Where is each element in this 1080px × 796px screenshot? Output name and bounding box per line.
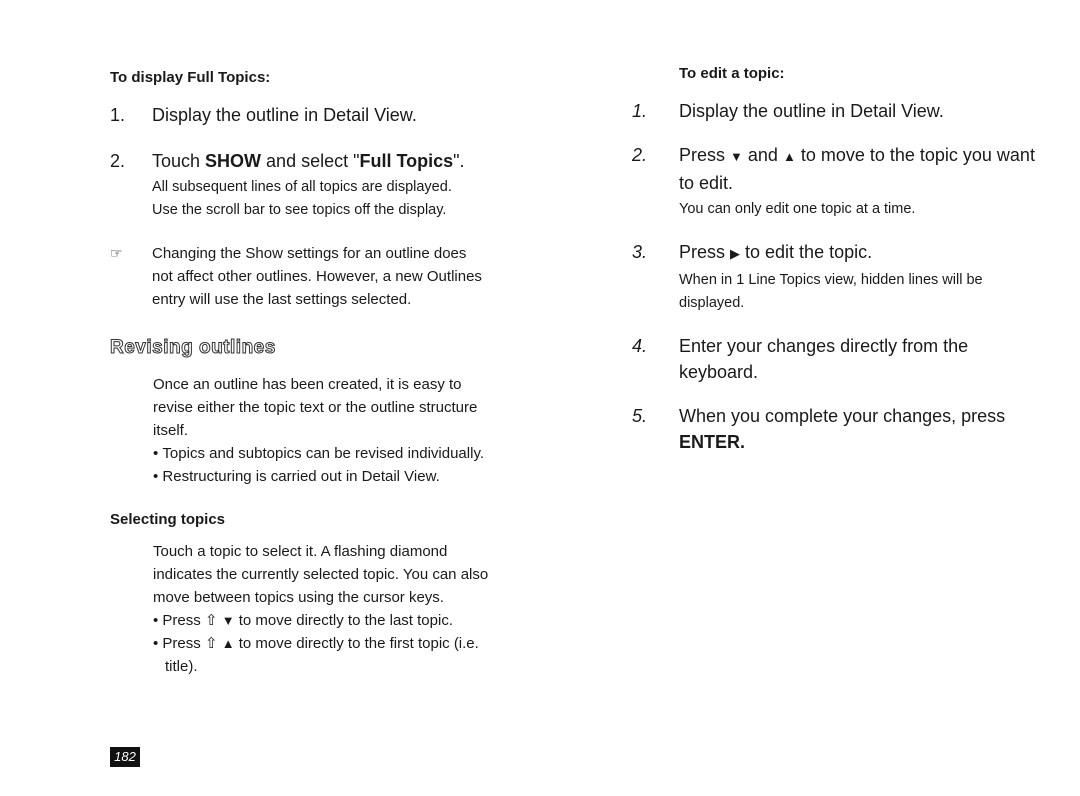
right-step-5: 5. When you complete your changes, press ENTER.: [632, 403, 1062, 455]
step-text: Press ▼ and ▲ to move to the topic you want: [679, 145, 1035, 165]
left-column: [110, 68, 550, 678]
pointing-hand-icon: ☞: [110, 245, 123, 261]
step-note: When in 1 Line Topics view, hidden lines will be displayed.: [679, 272, 983, 311]
right-step-3: [632, 239, 1062, 315]
step-number: 3.: [632, 242, 648, 262]
step-number: 2.: [632, 145, 648, 165]
step-text: Display the outline in Detail View.: [679, 101, 944, 121]
down-arrow-icon: ▼: [221, 613, 235, 628]
selecting-paragraph: Touch a topic to select it. A flashing diamond indicates the currently selected topic. You can also move between topics using the cursor keys. • Press ⇧ ▼ to move directly to the last topic. • Press ⇧ ▲ to move directly to the first topic (i.e. title).: [153, 540, 550, 678]
step-text: Touch SHOW and select "Full Topics".: [152, 151, 465, 171]
revising-paragraph: Once an outline has been created, it is easy to revise either the topic text or the outline structure itself. • Topics and subtopics can be revised individually. • Restructuring is carried out in Detail View.: [153, 373, 550, 488]
show-key-label: SHOW: [205, 151, 262, 171]
edit-topic-heading: To edit a topic:: [679, 65, 785, 82]
right-step-1: [632, 98, 1062, 124]
step-note: You can only edit one topic at a time.: [679, 201, 916, 217]
full-topics-heading: To display Full Topics:: [110, 69, 271, 86]
right-step-2: 2. Press ▼ and ▲ to move to the topic you want to edit. You can only edit one topic at a time.: [632, 142, 1062, 221]
list-item: • Press ⇧ ▲ to move directly to the first topic (i.e.: [153, 632, 550, 655]
step-text: Display the outline in Detail View.: [152, 105, 417, 125]
up-arrow-icon: ▲: [782, 149, 796, 164]
step-number: 1.: [110, 105, 126, 125]
shift-icon: ⇧: [204, 612, 218, 629]
step-number: 4.: [632, 336, 648, 356]
left-step-1: [110, 102, 550, 128]
step-number: 2.: [110, 151, 126, 171]
step-text: Press ▶ to edit the topic.: [679, 242, 873, 262]
step-number: 1.: [632, 101, 648, 121]
right-step-4: 4. Enter your changes directly from the keyboard.: [632, 333, 1062, 385]
right-arrow-icon: ▶: [730, 246, 741, 261]
list-item: • Press ⇧ ▼ to move directly to the last topic.: [153, 609, 550, 632]
left-step-2: [110, 148, 550, 222]
selecting-topics-heading: Selecting topics: [110, 511, 226, 528]
right-column: [632, 64, 1062, 455]
list-item: • Restructuring is carried out in Detail View.: [153, 465, 550, 488]
down-arrow-icon: ▼: [730, 149, 743, 164]
full-topics-option: Full Topics: [359, 151, 454, 171]
up-arrow-icon: ▲: [221, 636, 235, 651]
page-number: 182: [110, 747, 140, 767]
enter-key-label: ENTER.: [679, 432, 746, 452]
step-note: All subsequent lines of all topics are displayed. Use the scroll bar to see topics off the display.: [152, 179, 452, 218]
shift-icon: ⇧: [204, 635, 218, 652]
list-item: • Topics and subtopics can be revised individually.: [153, 442, 550, 465]
step-number: 5.: [632, 406, 648, 426]
tip-note: ☞ Changing the Show settings for an outline does not affect other outlines. However, a new Outlines entry will use the last settings selected.: [110, 242, 550, 311]
revising-outlines-title: Revising outlines: [110, 337, 276, 358]
